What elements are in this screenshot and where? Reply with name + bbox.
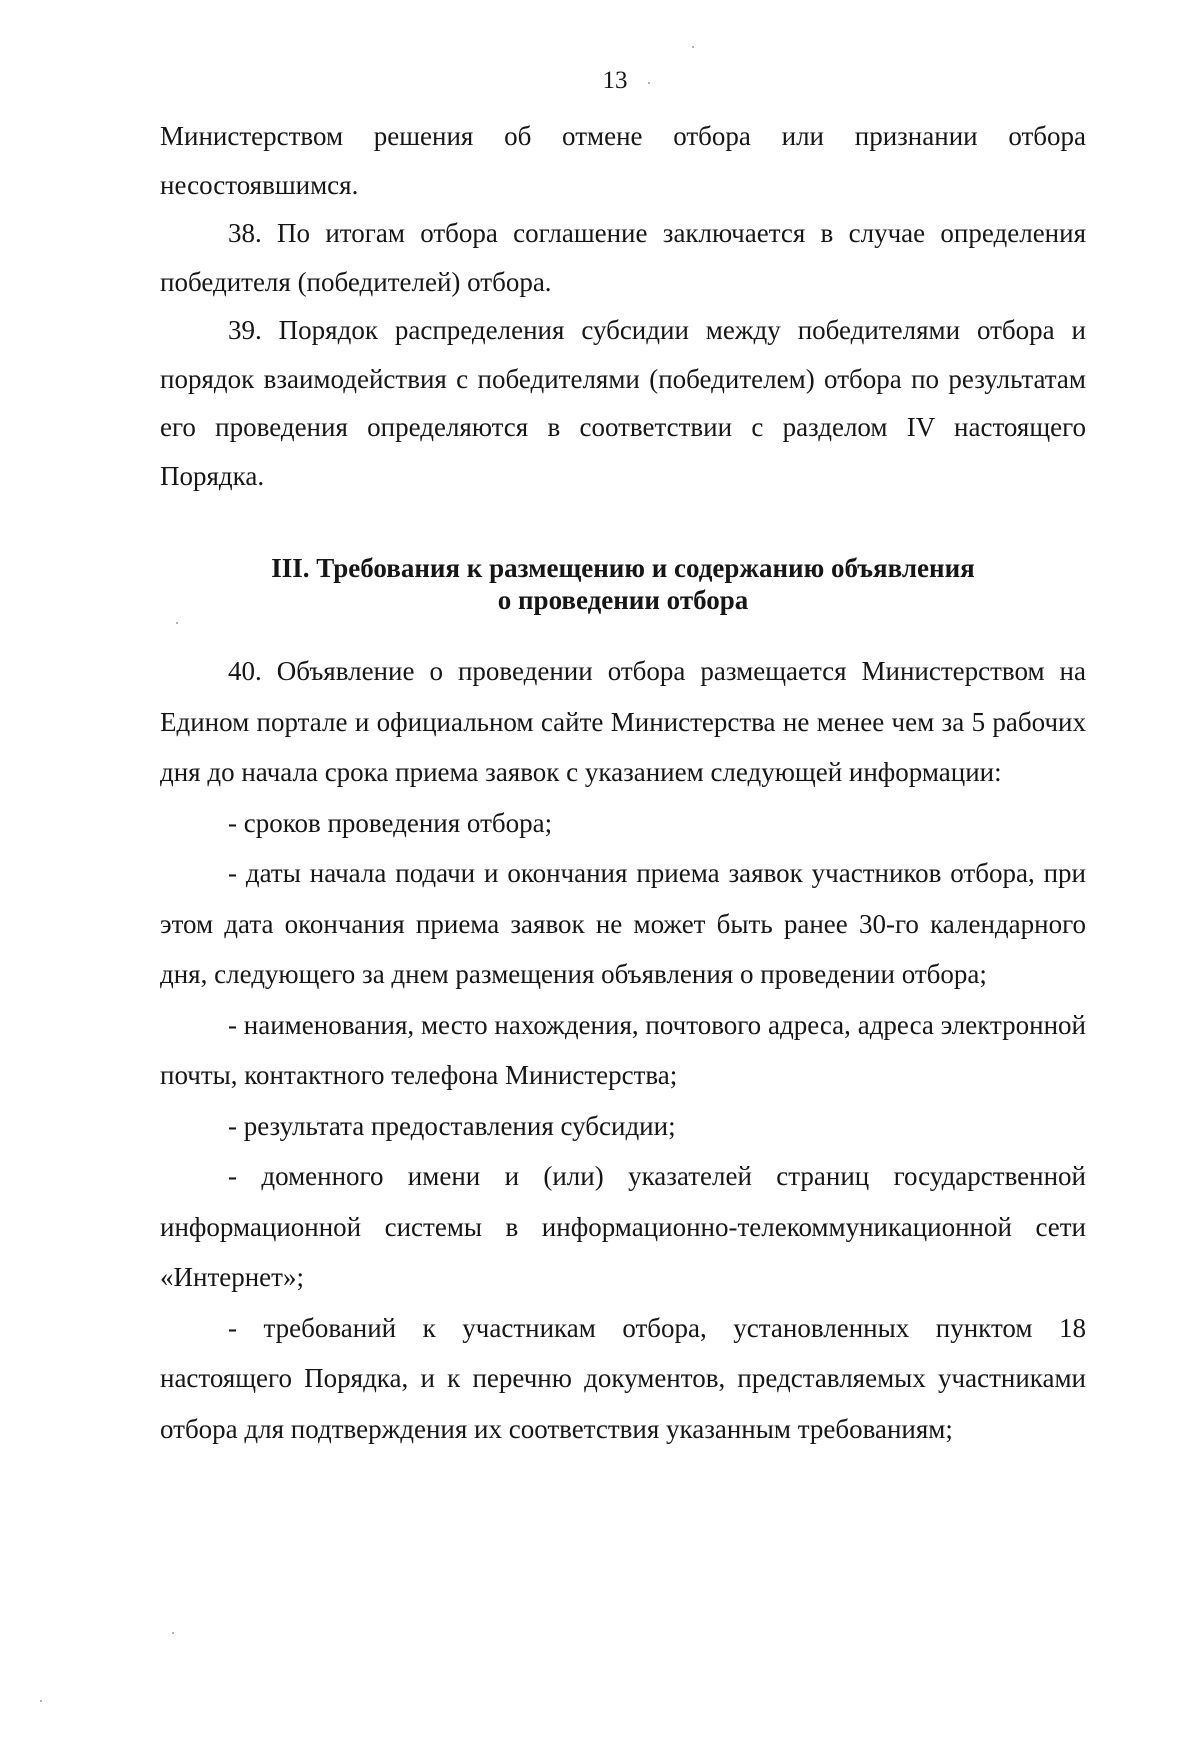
list-item: - требований к участникам отбора, установленных пунктом 18 настоящего Порядка, и к перечню документов, представляемых участниками отбора для подтверждения их соответствия указанным требованиям; — [160, 1312, 1086, 1444]
section-heading-line-2: о проведении отбора — [497, 585, 749, 615]
scan-speck — [176, 622, 178, 624]
list-item: - наименования, место нахождения, почтового адреса, адреса электронной почты, контактного телефона Министерства; — [160, 1009, 1086, 1090]
scan-speck — [172, 1632, 174, 1634]
list-item: - даты начала подачи и окончания приема заявок участников отбора, при этом дата окончания приема заявок не может быть ранее 30-го календарного дня, следующего за днем размещения объявления о проведении отбора; — [160, 858, 1086, 989]
scan-speck — [692, 46, 694, 48]
paragraph-38: 38. По итогам отбора соглашение заключается в случае определения победителя (победителей) отбора. — [160, 218, 1086, 297]
scan-speck — [648, 82, 650, 84]
section-heading — [160, 552, 1086, 616]
scan-speck — [40, 1700, 42, 1702]
paragraph-39: 39. Порядок распределения субсидии между победителями отбора и порядок взаимодействия с победителями (победителем) отбора по результатам его проведения определяются в соответствии с разделом IV настоящего Порядка. — [160, 315, 1086, 491]
top-text-block — [160, 112, 1086, 500]
paragraph-continuation: Министерством решения об отмене отбора или признании отбора несостоявшимся. — [160, 121, 1086, 200]
section-heading-line-1: III. Требования к размещению и содержанию объявления — [271, 553, 975, 583]
list-item: - сроков проведения отбора; — [228, 807, 553, 838]
section-text-block — [160, 646, 1086, 1454]
list-item: - результата предоставления субсидии; — [228, 1110, 676, 1141]
list-item: - доменного имени и (или) указателей страниц государственной информационной системы в информационно-телекоммуникационной сети «Интернет»; — [160, 1161, 1086, 1292]
page-number: 13 — [602, 67, 628, 94]
paragraph-40: 40. Объявление о проведении отбора размещается Министерством на Едином портале и официальном сайте Министерства не менее чем за 5 рабочих дня до начала срока приема заявок с указанием следующей информации: — [160, 656, 1086, 787]
